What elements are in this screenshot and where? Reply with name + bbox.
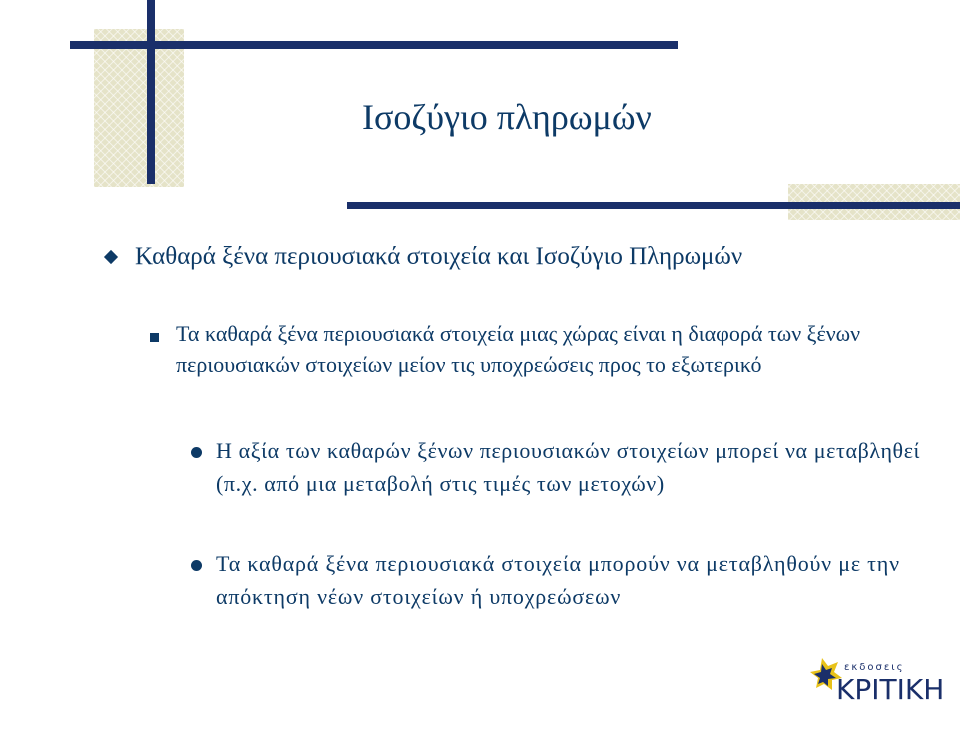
bullet-level3-text: Τα καθαρά ξένα περιουσιακά στοιχεία μπορούν να μεταβληθούν με την απόκτηση νέων στοιχείων ή υποχρεώσεων	[216, 551, 900, 609]
logo-small-text: εκδοσεις	[844, 662, 905, 673]
logo-big-text: ΚΡΙΤΙΚΗ	[836, 673, 945, 706]
publisher-logo	[808, 656, 948, 712]
bullet-level2-text: Τα καθαρά ξένα περιουσιακά στοιχεία μιας χώρας είναι η διαφορά των ξένων περιουσιακών στοιχείων μείον τις υποχρεώσεις προς το εξωτερικό	[176, 321, 861, 377]
diamond-bullet-icon	[104, 250, 118, 264]
circle-bullet-icon	[191, 447, 202, 458]
bullet-level1	[135, 240, 815, 273]
slide-title: Ισοζύγιο πληρωμών	[362, 97, 652, 137]
decorative-patch-left	[94, 29, 184, 187]
title-underline-bar	[347, 202, 960, 209]
bullet-level1-text: Καθαρά ξένα περιουσιακά στοιχεία και Ισοζύγιο Πληρωμών	[135, 243, 743, 270]
bullet-level3-text: Η αξία των καθαρών ξένων περιουσιακών στοιχείων μπορεί να μεταβληθεί (π.χ. από μια μεταβολή στις τιμές των μετοχών)	[216, 438, 921, 496]
bullet-level3-item	[216, 547, 916, 613]
decorative-vertical-bar	[147, 0, 155, 184]
bullet-level3-item	[216, 434, 926, 500]
bullet-level2	[176, 318, 926, 380]
square-bullet-icon	[150, 333, 159, 342]
circle-bullet-icon	[191, 560, 202, 571]
decorative-horizontal-bar	[70, 41, 678, 49]
